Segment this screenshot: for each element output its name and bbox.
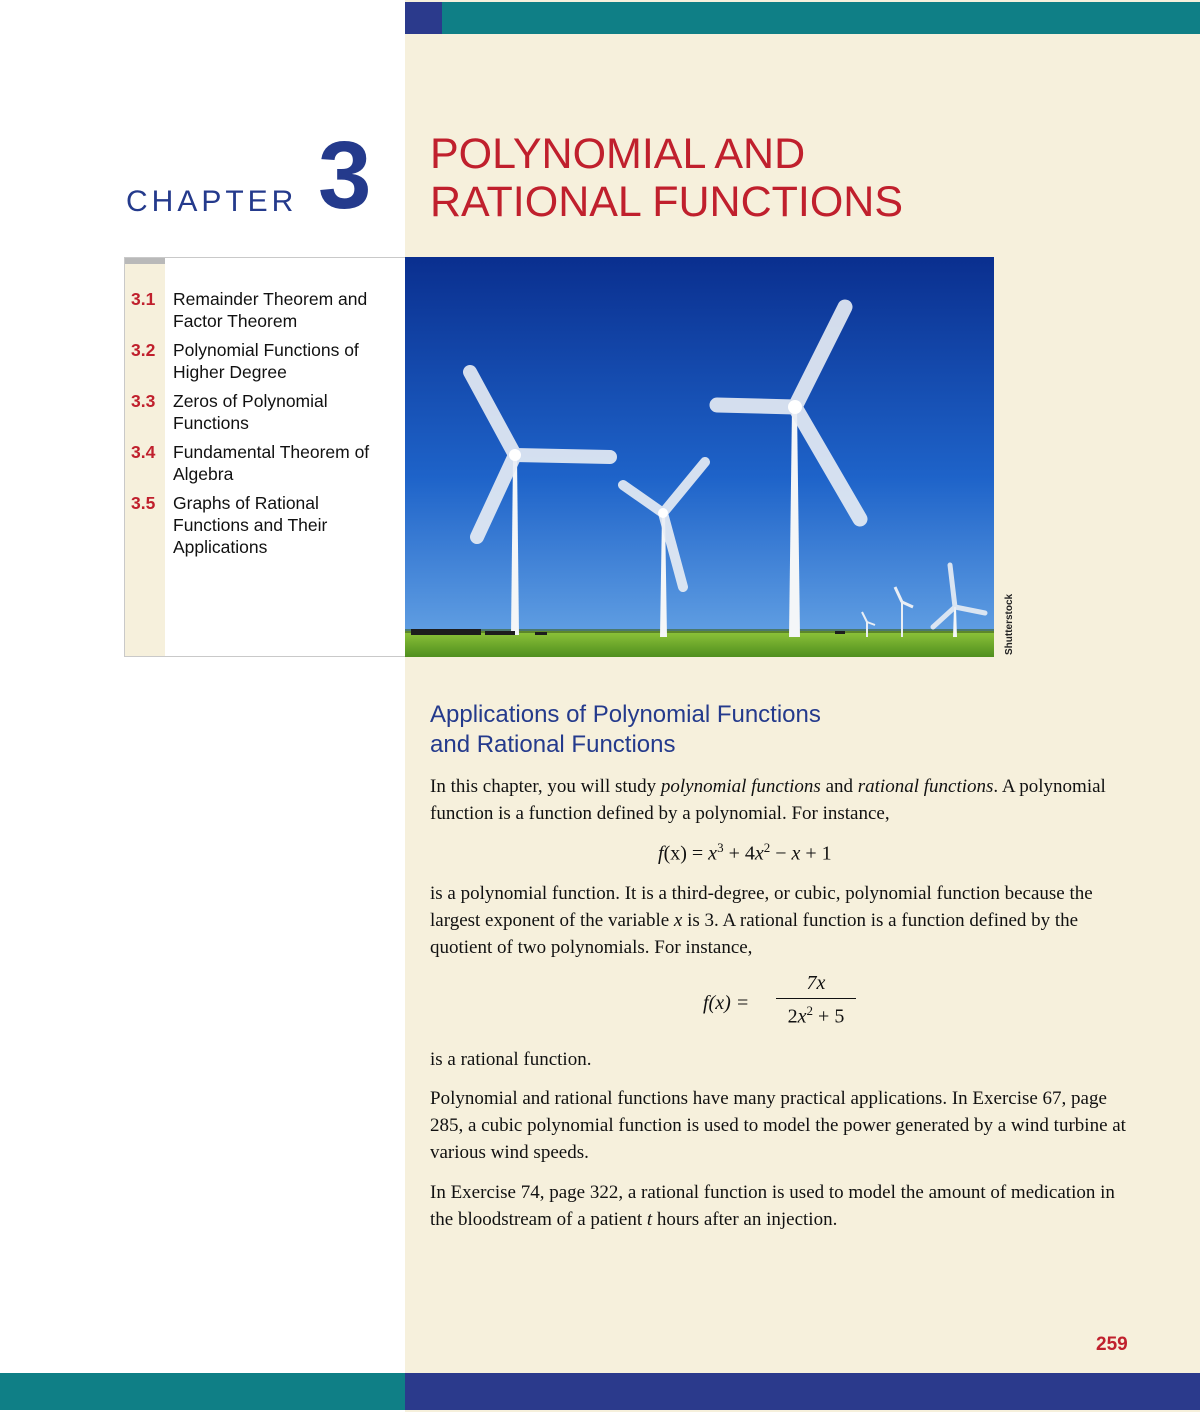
section-heading-line-2: and Rational Functions bbox=[430, 731, 676, 758]
chapter-title bbox=[430, 130, 903, 226]
toc-item-line: Fundamental Theorem of bbox=[173, 442, 370, 462]
eq-symbol: 2 bbox=[787, 1005, 798, 1028]
toc-item-line: Zeros of Polynomial bbox=[173, 391, 328, 411]
chapter-title-line-2: RATIONAL FUNCTIONS bbox=[430, 178, 904, 226]
contents-list bbox=[131, 288, 403, 565]
eq-symbol: x bbox=[797, 1005, 807, 1028]
variable-x: x bbox=[673, 910, 683, 931]
toc-item-line: Factor Theorem bbox=[173, 311, 298, 331]
equation-rational-fraction bbox=[776, 972, 856, 1029]
toc-item-3-1[interactable] bbox=[131, 288, 403, 332]
paragraph-intro bbox=[430, 773, 1130, 827]
toc-item-3-2[interactable] bbox=[131, 339, 403, 383]
fraction-bar bbox=[776, 998, 856, 999]
fraction-denominator bbox=[776, 1003, 856, 1029]
toc-item-number: 3.4 bbox=[131, 442, 156, 462]
toc-item-number: 3.5 bbox=[131, 493, 156, 513]
toc-item-3-4[interactable] bbox=[131, 441, 403, 485]
paragraph-applications: Polynomial and rational functions have many practical applications. In Exercise 67, page 285, a cubic polynomial function is used to model the power generated by a wind turbine at various wind speeds. bbox=[430, 1088, 1126, 1163]
section-heading-line-1: Applications of Polynomial Functions bbox=[430, 701, 821, 728]
chapter-label: CHAPTER bbox=[126, 185, 298, 218]
toc-item-line: Functions bbox=[173, 413, 249, 433]
contents-top-grip bbox=[125, 258, 165, 264]
eq-symbol: = bbox=[686, 842, 709, 865]
text-run: and bbox=[820, 776, 858, 797]
sky bbox=[405, 257, 994, 657]
toc-item-3-3[interactable] bbox=[131, 390, 403, 434]
eq-symbol: x bbox=[754, 842, 764, 865]
photo-credit: Shutterstock bbox=[1004, 593, 1015, 655]
text-run: hours after an injection. bbox=[652, 1209, 838, 1230]
chapter-contents bbox=[124, 257, 406, 657]
eq-symbol: + 5 bbox=[813, 1005, 845, 1028]
top-teal-bar bbox=[442, 2, 1200, 34]
bottom-navy-bar bbox=[405, 1373, 1200, 1410]
top-navy-bar bbox=[405, 2, 442, 34]
toc-item-line: Functions and Their bbox=[173, 515, 328, 535]
toc-item-number: 3.1 bbox=[131, 289, 156, 309]
toc-item-3-5[interactable] bbox=[131, 492, 403, 558]
toc-item-number: 3.2 bbox=[131, 340, 156, 360]
text-run: In this chapter, you will study bbox=[430, 776, 661, 797]
toc-item-number: 3.3 bbox=[131, 391, 156, 411]
wind-turbines-photo bbox=[405, 257, 994, 657]
term-polynomial-functions: polynomial functions bbox=[660, 776, 821, 797]
paragraph-rational: is a rational function. bbox=[430, 1049, 592, 1070]
toc-item-line: Polynomial Functions of bbox=[173, 340, 359, 360]
text-run: . A polynomial function is a function defined by a polynomial. For instance, bbox=[430, 776, 1106, 824]
page-number: 259 bbox=[1096, 1334, 1128, 1355]
eq-symbol: x bbox=[708, 842, 718, 865]
toc-item-line: Algebra bbox=[173, 464, 234, 484]
eq-symbol: + 4 bbox=[723, 842, 755, 865]
eq-symbol: (x) bbox=[663, 842, 687, 865]
eq-symbol: + 1 bbox=[800, 842, 832, 865]
chapter-number: 3 bbox=[318, 122, 372, 229]
chapter-title-line-1: POLYNOMIAL AND bbox=[430, 130, 806, 178]
toc-item-line: Applications bbox=[173, 537, 268, 557]
text-run: In Exercise 74, page 322, a rational function is used to model the amount of medication in the bloodstream of a patient bbox=[430, 1182, 1115, 1230]
text-run: is a polynomial function. It is a third-degree, or cubic, polynomial function because the largest exponent of the variable bbox=[430, 883, 1093, 931]
paragraph-polynomial bbox=[430, 880, 1130, 961]
term-rational-functions: rational functions bbox=[857, 776, 994, 797]
paragraph-medication bbox=[430, 1179, 1130, 1233]
toc-item-line: Graphs of Rational bbox=[173, 493, 319, 513]
eq-exponent: 2 bbox=[806, 1003, 814, 1018]
toc-item-line: Higher Degree bbox=[173, 362, 287, 382]
eq-symbol: f bbox=[658, 842, 664, 865]
fraction-numerator: 7x bbox=[806, 972, 826, 994]
text-run: is 3. A rational function is a function defined by the quotient of two polynomials. For instance, bbox=[430, 910, 1079, 958]
eq-exponent: 3 bbox=[717, 840, 724, 855]
equation-rational-lhs: f(x) = bbox=[703, 992, 750, 1014]
bottom-teal-bar bbox=[0, 1373, 405, 1410]
section-heading bbox=[430, 700, 821, 760]
eq-exponent: 2 bbox=[763, 840, 771, 855]
equation-polynomial bbox=[658, 840, 832, 866]
eq-symbol: − bbox=[770, 842, 792, 865]
variable-t: t bbox=[646, 1209, 653, 1230]
eq-symbol: x bbox=[791, 842, 801, 865]
toc-item-line: Remainder Theorem and bbox=[173, 289, 368, 309]
